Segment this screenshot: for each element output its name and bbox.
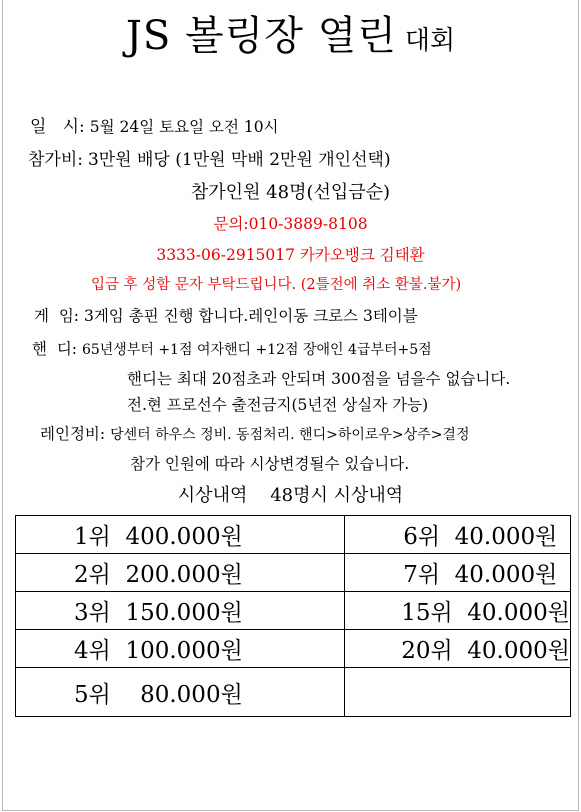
lane-label: 레인정비: bbox=[40, 425, 106, 443]
poster-title bbox=[0, 4, 581, 64]
pro-rule: 전.현 프로선수 출전금지(5년전 상실자 가능) bbox=[127, 396, 429, 414]
handicap-label: 핸 디: bbox=[32, 340, 78, 358]
fee-label: 참가비: bbox=[28, 150, 83, 170]
prize-cell: 3위 150.000원 bbox=[16, 592, 345, 630]
table-row bbox=[16, 668, 571, 717]
date-label: 일 시: bbox=[30, 117, 85, 137]
handicap-line bbox=[32, 337, 432, 359]
table-row bbox=[16, 516, 571, 554]
notice-line: 입금 후 성함 문자 부탁드립니다. (2틀전에 취소 환불.불가) bbox=[91, 277, 462, 293]
change-note: 참가 인원에 따라 시상변경될수 있습니다. bbox=[130, 455, 410, 473]
capacity-line: 참가인원 48명(선입금순) bbox=[190, 182, 391, 203]
table-row bbox=[16, 592, 571, 630]
prize-cell: 15위 40.000원 bbox=[345, 592, 571, 630]
title-sub: 대회 bbox=[404, 26, 456, 56]
lane-value: 당센터 하우스 정비. 동점처리. 핸디>하이로우>상주>결정 bbox=[110, 427, 470, 443]
prize-cell: 5위 80.000원 bbox=[16, 668, 345, 717]
prize-table bbox=[15, 515, 571, 717]
prize-cell: 2위 200.000원 bbox=[16, 554, 345, 592]
prize-cell-empty bbox=[345, 668, 571, 717]
prize-cell: 1위 400.000원 bbox=[16, 516, 345, 554]
account-line: 3333-06-2915017 카카오뱅크 김태환 bbox=[156, 246, 425, 264]
game-value: 3게임 총핀 진행 합니다.레인이동 크로스 3테이블 bbox=[83, 307, 418, 325]
table-row bbox=[16, 630, 571, 668]
game-label: 게 임: bbox=[34, 307, 80, 325]
prize-heading: 시상내역 48명시 시상내역 bbox=[177, 485, 404, 506]
game-line bbox=[34, 304, 418, 326]
prize-cell: 7위 40.000원 bbox=[345, 554, 571, 592]
handicap-note: 핸디는 최대 20점초과 안되며 300점을 넘을수 없습니다. bbox=[127, 370, 511, 388]
title-main: JS 볼링장 열린 bbox=[125, 13, 397, 59]
lane-line bbox=[40, 422, 469, 444]
date-value: 5월 24일 토요일 오전 10시 bbox=[89, 118, 279, 136]
fee-line bbox=[28, 145, 391, 170]
fee-value: 3만원 배당 (1만원 막배 2만원 개인선택) bbox=[87, 150, 391, 170]
table-row bbox=[16, 554, 571, 592]
prize-cell: 6위 40.000원 bbox=[345, 516, 571, 554]
prize-cell: 20위 40.000원 bbox=[345, 630, 571, 668]
prize-cell: 4위 100.000원 bbox=[16, 630, 345, 668]
contact-line: 문의:010-3889-8108 bbox=[213, 215, 368, 233]
handicap-value: 65년생부터 +1점 여자핸디 +12점 장애인 4급부터+5점 bbox=[81, 342, 432, 358]
date-line bbox=[30, 112, 279, 137]
